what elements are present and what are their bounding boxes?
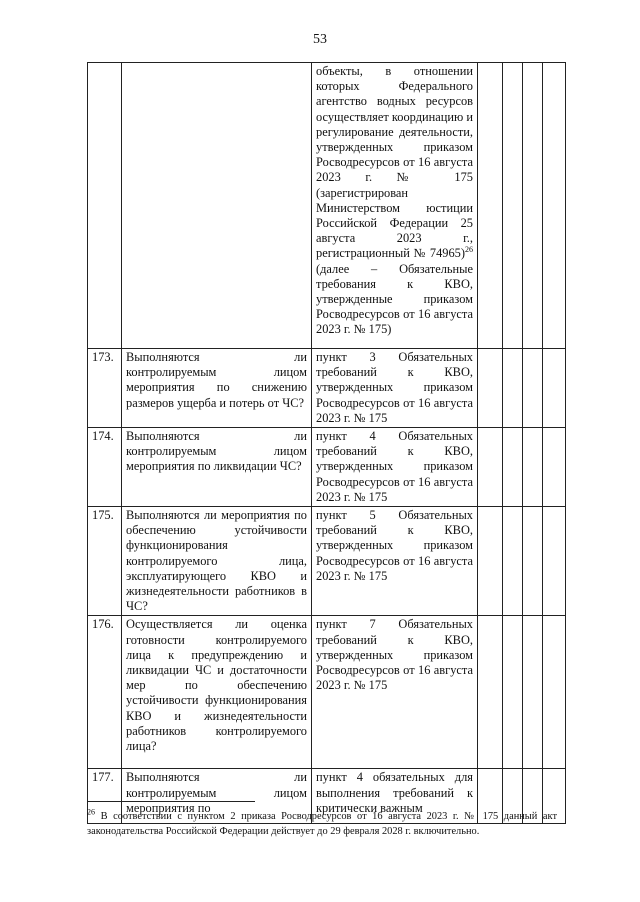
- row-number: 176.: [88, 616, 122, 769]
- requirement-question: Осуществляется ли оценка готовности контролируемого лица к предупреждению и ликвидации ЧС и достаточности мер по обеспечению устойчивости функционирования КВО и жизнедеятельности работников контролируемого лица?: [122, 616, 312, 769]
- answer-cell[interactable]: [503, 349, 523, 428]
- legal-reference: пункт 7 Обязательных требований к КВО, утвержденных приказом Росводресурсов от 16 августа 2023 г. № 175: [312, 616, 478, 769]
- table-row: [88, 349, 566, 428]
- footnote-text: В соответствии с пунктом 2 приказа Росводресурсов от 16 августа 2023 г. № 175 данный акт законодательства Российской Федерации действует до 29 февраля 2028 г. включительно.: [87, 811, 557, 837]
- answer-cell[interactable]: [503, 616, 523, 769]
- answer-cell[interactable]: [503, 63, 523, 349]
- requirement-question: Выполняются ли контролируемым лицом мероприятия по ликвидации ЧС?: [122, 428, 312, 507]
- answer-cell[interactable]: [478, 507, 503, 616]
- requirement-question: Выполняются ли контролируемым лицом мероприятия по: [122, 769, 312, 824]
- legal-reference: пункт 4 Обязательных требований к КВО, утвержденных приказом Росводресурсов от 16 августа 2023 г. № 175: [312, 428, 478, 507]
- footnote: [87, 809, 557, 839]
- page-number: 53: [313, 32, 327, 47]
- legal-reference: пункт 4 обязательных для выполнения требований к критически важным: [312, 769, 478, 824]
- footnote-separator: [87, 801, 255, 802]
- row-number: [88, 63, 122, 349]
- table-row: [88, 507, 566, 616]
- answer-cell[interactable]: [543, 349, 566, 428]
- answer-cell[interactable]: [543, 63, 566, 349]
- row-number: 174.: [88, 428, 122, 507]
- legal-reference: объекты, в отношении которых Федерального агентство водных ресурсов осуществляет координацию и регулирование деятельности, утвержденных приказом Росводресурсов от 16 августа 2023 г. № 175 (зарегистрирован Министерством юстиции Российской Федерации 25 августа 2023 г., регистрационный № 74965)$^{26}$ (далее – Обязательные требования к КВО, утвержденные приказом Росводресурсов от 16 августа 2023 г. № 175): [312, 63, 478, 349]
- answer-cell[interactable]: [523, 63, 543, 349]
- legal-reference: пункт 5 Обязательных требований к КВО, утвержденных приказом Росводресурсов от 16 августа 2023 г. № 175: [312, 507, 478, 616]
- answer-cell[interactable]: [523, 507, 543, 616]
- checklist-table-body: [88, 63, 566, 824]
- table-row: [88, 616, 566, 769]
- checklist-table: [87, 62, 566, 824]
- answer-cell[interactable]: [503, 428, 523, 507]
- answer-cell[interactable]: [523, 428, 543, 507]
- requirement-question: Выполняются ли контролируемым лицом мероприятия по снижению размеров ущерба и потерь от ЧС?: [122, 349, 312, 428]
- answer-cell[interactable]: [543, 507, 566, 616]
- answer-cell[interactable]: [543, 428, 566, 507]
- requirement-question: [122, 63, 312, 349]
- answer-cell[interactable]: [478, 616, 503, 769]
- answer-cell[interactable]: [478, 349, 503, 428]
- answer-cell[interactable]: [478, 428, 503, 507]
- footnote-marker: 26: [87, 807, 95, 817]
- row-number: 175.: [88, 507, 122, 616]
- answer-cell[interactable]: [543, 616, 566, 769]
- answer-cell[interactable]: [523, 349, 543, 428]
- table-row: [88, 428, 566, 507]
- requirement-question: Выполняются ли мероприятия по обеспечению устойчивости функционирования контролируемого лица, эксплуатирующего КВО и жизнедеятельности работников в ЧС?: [122, 507, 312, 616]
- row-number: 173.: [88, 349, 122, 428]
- answer-cell[interactable]: [503, 507, 523, 616]
- legal-reference: пункт 3 Обязательных требований к КВО, утвержденных приказом Росводресурсов от 16 августа 2023 г. № 175: [312, 349, 478, 428]
- row-number: 177.: [88, 769, 122, 824]
- answer-cell[interactable]: [523, 616, 543, 769]
- answer-cell[interactable]: [478, 63, 503, 349]
- table-row: [88, 63, 566, 349]
